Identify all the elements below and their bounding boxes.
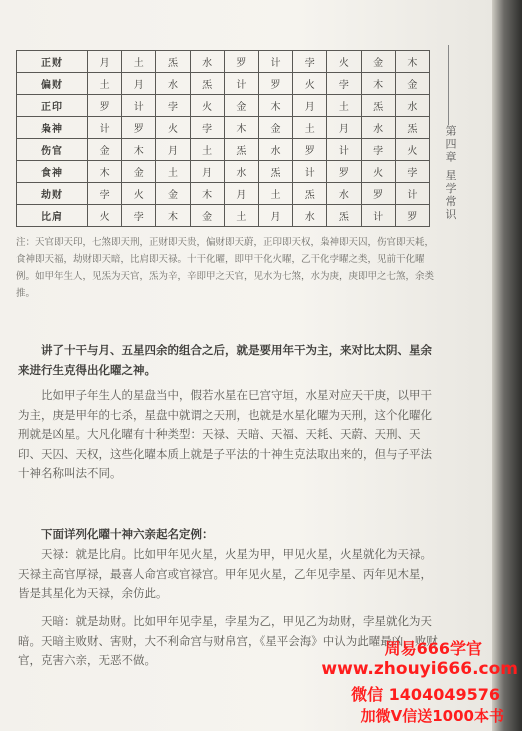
table-cell: 木 [156,205,190,227]
table-cell: 孛 [156,95,190,117]
table-cell: 罗 [258,73,292,95]
watermark-wechat: 微信 1404049576 [351,685,500,704]
table-cell: 计 [258,51,292,73]
row-label: 伤官 [17,139,88,161]
table-cell: 木 [395,51,429,73]
table-cell: 炁 [224,139,258,161]
table-row [17,161,430,183]
table-cell: 孛 [327,73,361,95]
table-cell: 火 [88,205,122,227]
table-cell: 计 [88,117,122,139]
table-cell: 水 [190,51,224,73]
table-row [17,95,430,117]
paragraph-heading: 下面详列化曜十神六亲起名定例： [41,527,214,541]
paragraph-intro: 讲了十干与月、五星四余的组合之后，就是要用年干为主，来对比太阴、星余来进行生克得出化曜之神。 [18,343,432,377]
table-cell: 木 [258,95,292,117]
paragraph-tianlu: 天禄：就是比肩。比如甲年见火星，火星为甲，甲见火星，火星就化为天禄。天禄主高官厚禄，最喜人命宫或官禄宫。甲年见火星，乙年见孛星、丙年见木星，皆是其星化为天禄，余仿此。 [18,547,432,600]
table-cell: 金 [190,205,224,227]
table-cell: 孛 [88,183,122,205]
table-cell: 木 [190,183,224,205]
table-cell: 水 [258,139,292,161]
table-cell: 炁 [156,51,190,73]
table-row [17,205,430,227]
table-cell: 罗 [293,139,327,161]
row-label: 正印 [17,95,88,117]
table-cell: 计 [327,139,361,161]
table-cell: 计 [224,73,258,95]
table-cell: 土 [190,139,224,161]
chapter-label: 第四章 [444,125,457,164]
side-rule-top [448,45,449,125]
table-cell: 木 [88,161,122,183]
table-cell: 孛 [395,161,429,183]
table-cell: 罗 [361,183,395,205]
table-cell: 土 [122,51,156,73]
table-cell: 金 [258,117,292,139]
table-cell: 罗 [395,205,429,227]
table-cell: 月 [88,51,122,73]
huayao-table [16,50,430,227]
watermark-offer: 加微V信送1000本书 [360,707,504,725]
table-row [17,51,430,73]
table-cell: 土 [327,95,361,117]
table-cell: 火 [156,117,190,139]
table-cell: 水 [327,183,361,205]
table-cell: 水 [395,95,429,117]
table-cell: 罗 [224,51,258,73]
watermark-url: www.zhouyi666.com [321,659,518,679]
table-cell: 月 [224,183,258,205]
table-cell: 罗 [122,117,156,139]
table-cell: 木 [122,139,156,161]
row-label: 偏财 [17,73,88,95]
table-row [17,139,430,161]
paragraph-example: 比如甲子年生人的星盘当中，假若水星在巳宫守垣，水星对应天干庚，以甲干为主，庚是甲年的七杀，星盘中就谓之天刑，也就是水星化曜为天刑，这个化曜化刑就是凶星。大凡化曜有十种类型：天禄、天暗、天福、天耗、天蔚、天刑、天印、天囚、天权，这些化曜本质上就是子平法的十神生克法取出来的，但与子平法十神名称叫法不同。 [18,388,432,480]
table-cell: 金 [88,139,122,161]
table-cell: 土 [88,73,122,95]
table-cell: 金 [224,95,258,117]
table-cell: 炁 [293,183,327,205]
table-cell: 罗 [327,161,361,183]
table-cell: 孛 [293,51,327,73]
table-cell: 计 [293,161,327,183]
table-cell: 金 [361,51,395,73]
table-cell: 炁 [258,161,292,183]
table-cell: 月 [156,139,190,161]
table-cell: 炁 [327,205,361,227]
row-label: 食神 [17,161,88,183]
table-cell: 炁 [361,95,395,117]
table-cell: 火 [361,161,395,183]
table-cell: 孛 [361,139,395,161]
table-note: 注：天官即天印，七煞即天刑，正财即天贵，偏财即天蔚，正印即天权，枭神即天囚，伤官即天耗，食神即天福，劫财即天暗，比肩即天禄。十干化曜，即甲干化火曜，乙干化孛曜之类，见前干化曜例。如甲年生人，见炁为天官，炁为辛，辛即甲之天官，见水为七煞，水为庚，庚即甲之七煞，余类推。 [16,237,435,299]
table-cell: 土 [224,205,258,227]
row-label: 比肩 [17,205,88,227]
table-cell: 水 [293,205,327,227]
table-cell: 月 [293,95,327,117]
row-label: 正财 [17,51,88,73]
table-row [17,117,430,139]
row-label: 劫财 [17,183,88,205]
table-cell: 火 [190,95,224,117]
table-cell: 孛 [190,117,224,139]
table-cell: 月 [258,205,292,227]
paragraph-tianan: 天暗：就是劫财。比如甲年见孛星，孛星为乙，甲见乙为劫财，孛星就化为天暗。天暗主败财、害财，大不利命宫与财帛宫，《星平会海》中认为此曜最凶，败财官，克害六亲，无恶不做。 [18,614,438,667]
table-cell: 月 [122,73,156,95]
table-cell: 孛 [122,205,156,227]
table-cell: 计 [395,183,429,205]
table-cell: 火 [395,139,429,161]
table-cell: 土 [258,183,292,205]
row-label: 枭神 [17,117,88,139]
table-cell: 火 [293,73,327,95]
table-cell: 罗 [88,95,122,117]
table-cell: 木 [361,73,395,95]
table-cell: 土 [293,117,327,139]
table-cell: 炁 [395,117,429,139]
table-cell: 水 [224,161,258,183]
table-cell: 金 [122,161,156,183]
table-cell: 火 [122,183,156,205]
table-cell: 水 [361,117,395,139]
table-cell: 水 [156,73,190,95]
table-cell: 火 [327,51,361,73]
table-row [17,73,430,95]
watermark-line-1: 周易666学官 [384,639,482,658]
table-cell: 月 [190,161,224,183]
table-cell: 炁 [190,73,224,95]
table-cell: 月 [327,117,361,139]
running-head [440,125,458,222]
table-cell: 计 [122,95,156,117]
table-cell: 金 [395,73,429,95]
table-cell: 土 [156,161,190,183]
table-cell: 计 [361,205,395,227]
chapter-title: 星学常识 [444,169,457,222]
table-cell: 木 [224,117,258,139]
table-cell: 金 [156,183,190,205]
page-edge [492,0,522,731]
table-row [17,183,430,205]
